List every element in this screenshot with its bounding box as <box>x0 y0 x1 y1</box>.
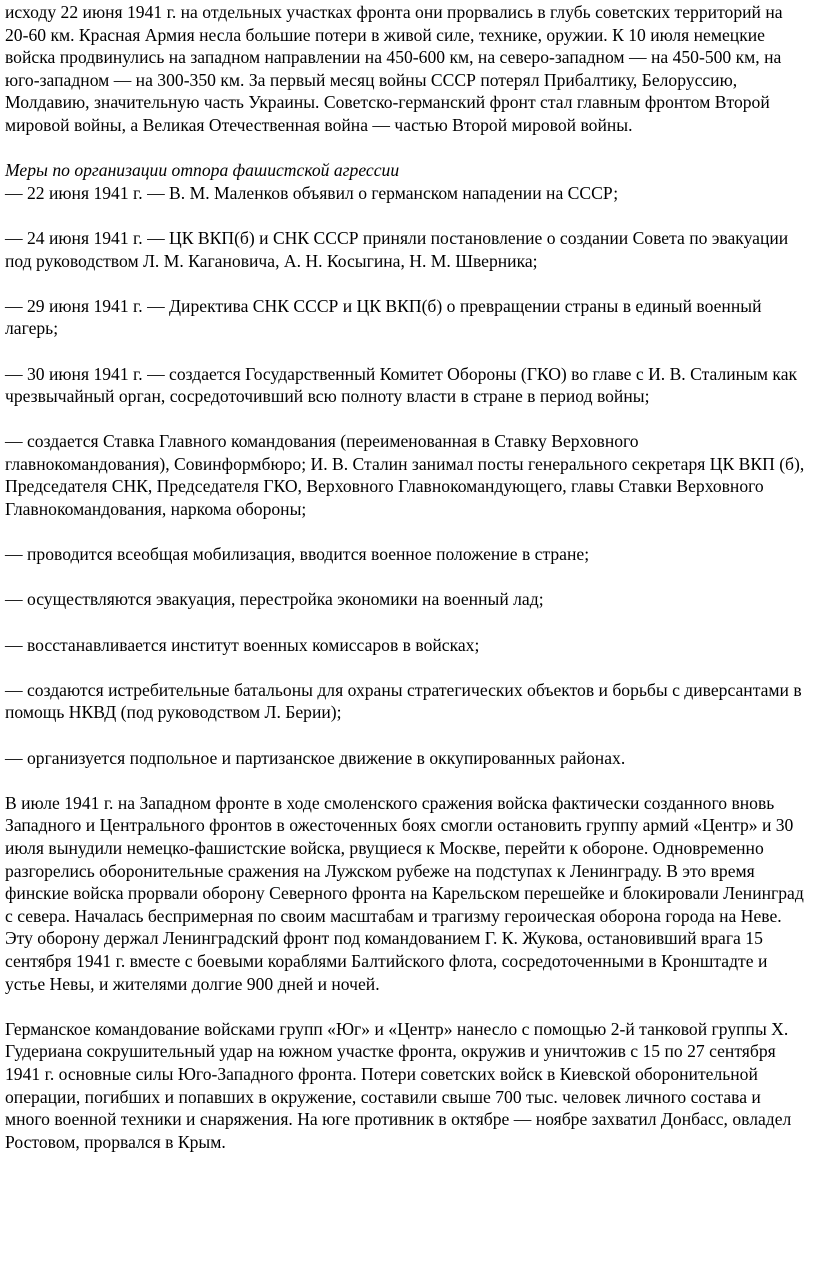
section-heading: Меры по организации отпора фашистской агрессии <box>5 160 400 181</box>
measure-item: — 29 июня 1941 г. — Директива СНК СССР и ЦК ВКП(б) о превращении страны в единый военный лагерь; <box>5 295 762 339</box>
measure-item: — создаются истребительные батальоны для охраны стратегических объектов и борьбы с диверсантами в помощь НКВД (под руководством Л. Берии); <box>5 679 802 723</box>
measure-item: — организуется подпольное и партизанское движение в оккупированных районах. <box>5 747 626 768</box>
measure-item: — 30 июня 1941 г. — создается Государственный Комитет Обороны (ГКО) во главе с И. В. Сталиным как чрезвычайный орган, сосредоточивший всю полноту власти в стране в период войны; <box>5 363 798 407</box>
measure-item: — 22 июня 1941 г. — В. М. Маленков объявил о германском нападении на СССР; <box>5 182 619 203</box>
intro-paragraph: исходу 22 июня 1941 г. на отдельных участках фронта они прорвались в глубь советских территорий на 20-60 км. Красная Армия несла большие потери в живой силе, технике, оружии. К 10 июля немецкие войска продвинулись на западном направлении на 450-600 км, на северо-западном — на 450-500 км, на юго-западном — на 300-350 км. За первый месяц войны СССР потерял Прибалтику, Белоруссию, Молдавию, значительную часть Украины. Советско-германский фронт стал главным фронтом Второй мировой войны, а Великая Отечественная война — частью Второй мировой войны. <box>5 2 783 135</box>
measure-item: — 24 июня 1941 г. — ЦК ВКП(б) и СНК СССР приняли постановление о создании Совета по эвакуации под руководством Л. М. Кагановича, А. Н. Косыгина, Н. М. Шверника; <box>5 227 789 271</box>
paragraph-german-command: Германское командование войсками групп «Юг» и «Центр» нанесло с помощью 2-й танковой группы Х. Гудериана сокрушительный удар на южном участке фронта, окружив и уничтожив с 15 по 27 сентября 1941 г. основные силы Юго-Западного фронта. Потери советских войск в Киевской оборонительной операции, погибших и попавших в окружение, составили свыше 700 тыс. человек личного состава и много военной техники и снаряжения. На юге противник в октябре — ноябре захватил Донбасс, овладел Ростовом, прорвался в Крым. <box>5 1018 792 1152</box>
measure-item: — осуществляются эвакуация, перестройка экономики на военный лад; <box>5 589 544 610</box>
measure-item: — проводится всеобщая мобилизация, вводится военное положение в стране; <box>5 544 590 565</box>
paragraph-july: В июле 1941 г. на Западном фронте в ходе смоленского сражения войска фактически созданного вновь Западного и Центрального фронтов в ожесточенных боях смогли остановить группу армий «Центр» и 30 июля вынудили немецко-фашистские войска, рвущиеся к Москве, перейти к обороне. Одновременно разгорелись оборонительные сражения на Лужском рубеже на подступах к Ленинграду. В это время финские войска прорвали оборону Северного фронта на Карельском перешейке и блокировали Ленинград с севера. Началась беспримерная по своим масштабам и трагизму героическая оборона города на Неве. Эту оборону держал Ленинградский фронт под командованием Г. К. Жукова, остановивший врага 15 сентября 1941 г. вместе с боевыми кораблями Балтийского флота, сосредоточенными в Кронштадте и устье Невы, и жителями долгие 900 дней и ночей. <box>5 792 804 994</box>
measure-item: — создается Ставка Главного командования (переименованная в Ставку Верховного главнокомандования), Совинформбюро; И. В. Сталин занимал посты генерального секретаря ЦК ВКП (б), Председателя СНК, Председателя ГКО, Верховного Главнокомандующего, главы Ставки Верховного Главнокомандования, наркома обороны; <box>5 431 805 520</box>
measure-item: — восстанавливается институт военных комиссаров в войсках; <box>5 634 480 655</box>
